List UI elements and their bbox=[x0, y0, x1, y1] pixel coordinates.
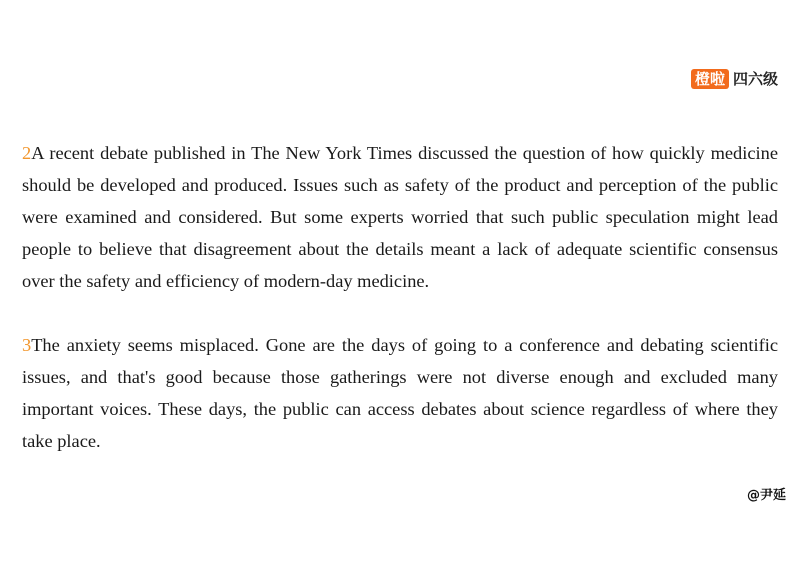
paragraph-text: A recent debate published in The New York Times discussed the question of how quickly medicine should be developed and produced. Issues such as safety of the product and perception of the public were examined and considered. But some experts worried that such public speculation might lead people to believe that disagreement about the details meant a lack of adequate scientific consensus over the safety and efficiency of modern-day medicine. bbox=[22, 143, 778, 291]
brand-logo bbox=[691, 69, 778, 89]
paragraph-number: 3 bbox=[22, 335, 32, 355]
paragraph-text: The anxiety seems misplaced. Gone are the days of going to a conference and debating scientific issues, and that's good because those gatherings were not diverse enough and excluded many important voices. These days, the public can access debates about science regardless of where they take place. bbox=[22, 335, 778, 451]
brand-badge: 橙啦 bbox=[691, 69, 729, 89]
paragraph-number: 2 bbox=[22, 143, 32, 163]
paragraph-2 bbox=[22, 137, 778, 297]
author-credit: @尹延 bbox=[746, 488, 786, 503]
brand-text: 四六级 bbox=[732, 70, 778, 88]
paragraph-3 bbox=[22, 329, 778, 457]
